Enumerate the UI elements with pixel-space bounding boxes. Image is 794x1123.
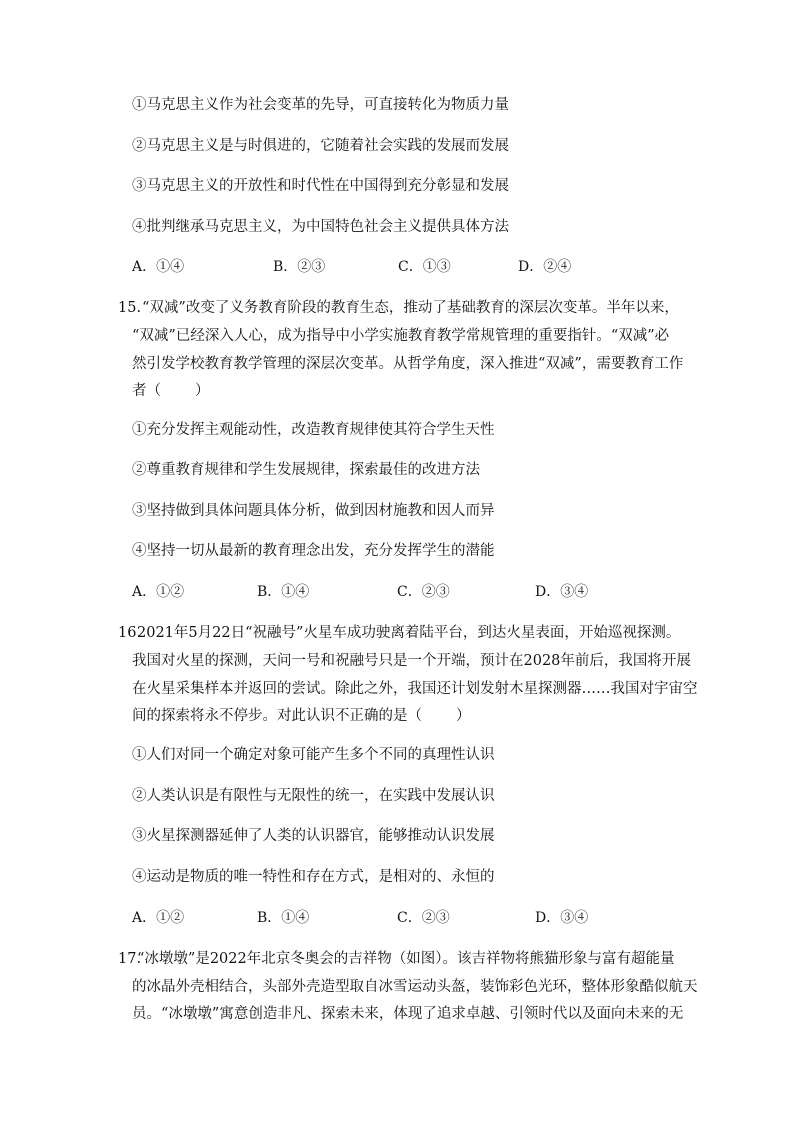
- q17-stem-line-3: 员。“冰墩墩”寓意创造非凡、探索未来，体现了追求卓越、引领时代以及面向未来的无: [132, 1006, 684, 1022]
- q14-choice-a: A．①④: [132, 259, 185, 275]
- q16-number: 16.: [118, 625, 142, 641]
- q16-stem-line-1: 2021年5月22日“祝融号”火星车成功驶离着陆平台，到达火星表面，开始巡视探测。: [137, 625, 681, 641]
- q15-choice-a: A．①②: [132, 584, 185, 600]
- q14-choice-d: D．②④: [518, 259, 572, 275]
- q15-option-4: ④坚持一切从最新的教育理念出发，充分发挥学生的潜能: [132, 543, 495, 559]
- q14-option-3: ③马克思主义的开放性和时代性在中国得到充分彰显和发展: [132, 178, 509, 194]
- q16-option-4: ④运动是物质的唯一特性和存在方式，是相对的、永恒的: [132, 869, 495, 885]
- q16-stem-line-2: 我国对火星的探测，天问一号和祝融号只是一个开端，预计在2028年前后，我国将开展: [132, 653, 691, 669]
- q16-choice-c: C．②③: [397, 910, 450, 926]
- q15-option-2: ②尊重教育规律和学生发展规律，探索最佳的改进方法: [132, 462, 480, 478]
- q15-number: 15.: [118, 300, 142, 316]
- q16-stem-line-3: 在火星采集样本并返回的尝试。除此之外，我国还计划发射木星探测器……我国对宇宙空: [132, 681, 698, 697]
- q16-choice-d: D．③④: [535, 910, 589, 926]
- q16-choice-b: B．①④: [257, 910, 310, 926]
- q15-choice-d: D．③④: [535, 584, 589, 600]
- q15-stem-line-1: “双减”改变了义务教育阶段的教育生态，推动了基础教育的深层次变革。半年以来，: [142, 300, 679, 316]
- q15-option-1: ①充分发挥主观能动性，改造教育规律使其符合学生天性: [132, 422, 495, 438]
- q16-stem-line-4: [132, 706, 471, 726]
- q15-stem-line-2: “双减”已经深入人心，成为指导中小学实施教育教学常规管理的重要指针。“双减”必: [132, 328, 670, 344]
- q16-option-1: ①人们对同一个确定对象可能产生多个不同的真理性认识: [132, 747, 495, 763]
- q17-number: 17.: [118, 951, 142, 967]
- q16-stem-end: ）: [456, 708, 471, 724]
- q15-option-3: ③坚持做到具体问题具体分析，做到因材施教和因人而异: [132, 503, 495, 519]
- q14-choice-b: B．②③: [273, 259, 326, 275]
- q14-option-1: ①马克思主义作为社会变革的先导，可直接转化为物质力量: [132, 97, 509, 113]
- q14-option-2: ②马克思主义是与时俱进的，它随着社会实践的发展而发展: [132, 138, 509, 154]
- q16-stem-text: 间的探索将永不停步。对此认识不正确的是（: [132, 708, 422, 724]
- q15-choice-b: B．①④: [257, 584, 310, 600]
- q14-choice-c: C．①③: [398, 259, 451, 275]
- q15-choice-c: C．②③: [397, 584, 450, 600]
- q15-stem-end: ）: [195, 383, 210, 399]
- q16-option-2: ②人类认识是有限性与无限性的统一，在实践中发展认识: [132, 788, 495, 804]
- q16-choice-a: A．①②: [132, 910, 185, 926]
- q15-stem-text: 者（: [132, 383, 161, 399]
- q17-stem-line-2: 的冰晶外壳相结合，头部外壳造型取自冰雪运动头盔，装饰彩色光环，整体形象酷似航天: [132, 979, 698, 995]
- q17-stem-line-1: “冰墩墩”是2022年北京冬奥会的吉祥物（如图）。该吉祥物将熊猫形象与富有超能量: [137, 951, 675, 967]
- q15-stem-line-4: [132, 381, 210, 401]
- q15-stem-line-3: 然引发学校教育教学管理的深层次变革。从哲学角度，深入推进“双减”，需要教育工作: [132, 356, 684, 372]
- q16-option-3: ③火星探测器延伸了人类的认识器官，能够推动认识发展: [132, 828, 495, 844]
- q14-option-4: ④批判继承马克思主义，为中国特色社会主义提供具体方法: [132, 219, 509, 235]
